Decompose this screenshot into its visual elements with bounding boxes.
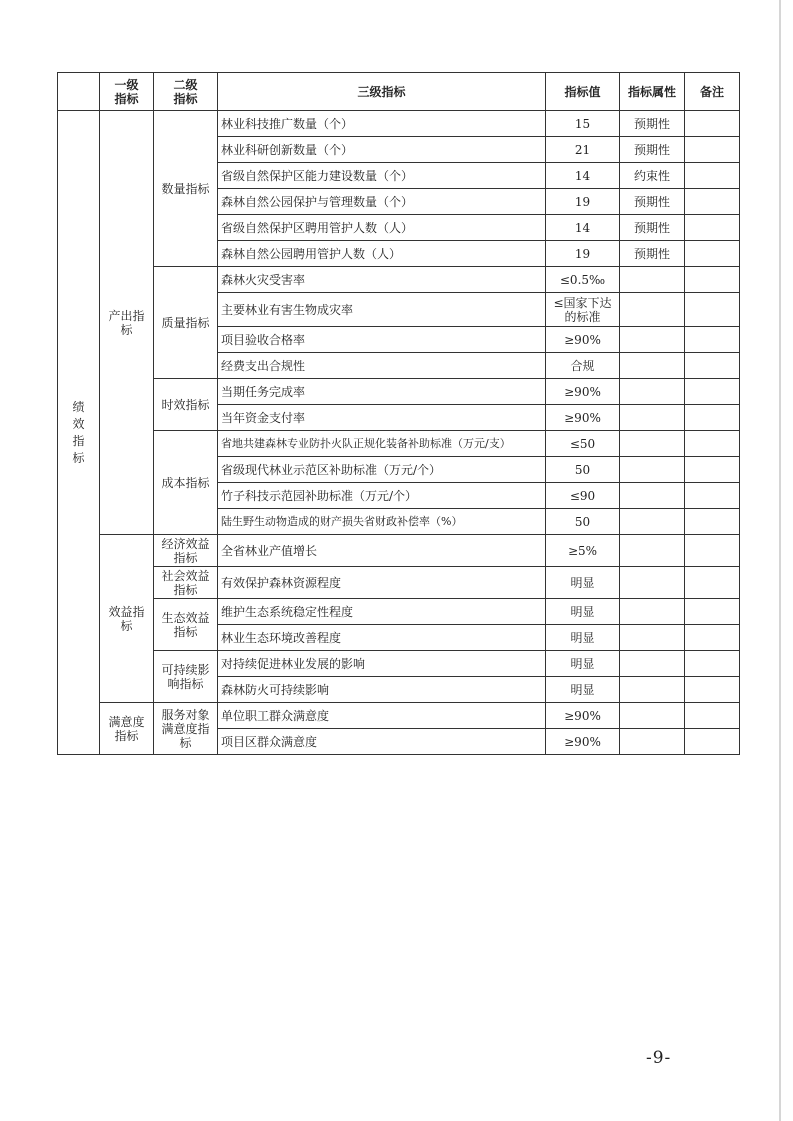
indicator-value: ≤0.5‰ [546,267,620,293]
indicator-note [685,137,740,163]
indicator-name: 陆生野生动物造成的财产损失省财政补偿率（%） [218,509,546,535]
header-blank [58,73,100,111]
indicator-attr [620,625,685,651]
indicator-name: 省级自然保护区能力建设数量（个） [218,163,546,189]
indicator-note [685,327,740,353]
indicator-note [685,567,740,599]
indicator-note [685,379,740,405]
indicator-value: ≥90% [546,379,620,405]
indicator-note [685,703,740,729]
indicator-note [685,353,740,379]
indicator-value: 明显 [546,677,620,703]
indicator-attr [620,267,685,293]
indicator-value: 合规 [546,353,620,379]
indicator-attr [620,293,685,327]
indicator-note [685,267,740,293]
table-header-row [58,73,740,111]
indicator-attr: 预期性 [620,111,685,137]
indicator-attr [620,327,685,353]
indicator-note [685,163,740,189]
indicator-name: 竹子科技示范园补助标准（万元/个） [218,483,546,509]
indicator-note [685,651,740,677]
indicator-name: 森林火灾受害率 [218,267,546,293]
indicator-note [685,509,740,535]
indicator-value: 21 [546,137,620,163]
indicator-note [685,293,740,327]
indicator-attr: 约束性 [620,163,685,189]
indicator-attr: 预期性 [620,215,685,241]
subgroup-economic: 经济效益指标 [154,535,218,567]
subgroup-social: 社会效益指标 [154,567,218,599]
subgroup-quality: 质量指标 [154,267,218,379]
indicator-attr: 预期性 [620,189,685,215]
indicator-value: 明显 [546,651,620,677]
indicator-value: ≥90% [546,703,620,729]
indicator-attr [620,651,685,677]
indicator-value: 19 [546,189,620,215]
header-level3: 三级指标 [218,73,546,111]
indicator-name: 森林自然公园聘用管护人数（人） [218,241,546,267]
indicator-name: 全省林业产值增长 [218,535,546,567]
indicator-attr [620,353,685,379]
indicator-name: 项目验收合格率 [218,327,546,353]
indicator-note [685,599,740,625]
indicator-attr [620,379,685,405]
table-row [58,703,740,729]
indicator-value: 明显 [546,567,620,599]
indicator-name: 当年资金支付率 [218,405,546,431]
indicator-attr [620,599,685,625]
indicator-value: ≤50 [546,431,620,457]
indicator-value: 15 [546,111,620,137]
subgroup-ecological: 生态效益指标 [154,599,218,651]
indicator-name: 林业生态环境改善程度 [218,625,546,651]
indicator-note [685,215,740,241]
table-row [58,431,740,457]
indicator-attr [620,703,685,729]
indicator-attr [620,457,685,483]
indicator-note [685,431,740,457]
group-benefit: 效益指标 [100,535,154,703]
indicator-note [685,405,740,431]
indicator-value: ≥90% [546,327,620,353]
indicator-value: ≥90% [546,405,620,431]
indicator-value: 50 [546,509,620,535]
indicator-note [685,535,740,567]
indicator-value: 明显 [546,599,620,625]
table-row [58,111,740,137]
indicator-name: 森林自然公园保护与管理数量（个） [218,189,546,215]
indicator-attr [620,535,685,567]
header-attr: 指标属性 [620,73,685,111]
indicator-value: 14 [546,163,620,189]
indicator-value: ≤90 [546,483,620,509]
indicator-note [685,677,740,703]
indicator-note [685,483,740,509]
indicator-note [685,241,740,267]
table-row [58,267,740,293]
group-satisfaction: 满意度指标 [100,703,154,755]
page-edge-shadow [779,0,781,1121]
header-value: 指标值 [546,73,620,111]
indicator-name: 省级自然保护区聘用管护人数（人） [218,215,546,241]
header-level2: 二级指标 [154,73,218,111]
indicator-note [685,457,740,483]
indicator-value: 明显 [546,625,620,651]
indicator-name: 经费支出合规性 [218,353,546,379]
indicator-attr [620,509,685,535]
performance-indicator-table [57,72,740,755]
indicator-value: 14 [546,215,620,241]
indicator-value: 19 [546,241,620,267]
group-output: 产出指标 [100,111,154,535]
indicator-attr: 预期性 [620,137,685,163]
subgroup-quantity: 数量指标 [154,111,218,267]
indicator-name: 对持续促进林业发展的影响 [218,651,546,677]
indicator-attr [620,431,685,457]
table-row [58,535,740,567]
indicator-name: 有效保护森林资源程度 [218,567,546,599]
subgroup-sustainable: 可持续影响指标 [154,651,218,703]
indicator-note [685,625,740,651]
root-label-cell: 绩效指标 [58,111,100,755]
header-level1: 一级指标 [100,73,154,111]
subgroup-timeliness: 时效指标 [154,379,218,431]
indicator-value: ≥5% [546,535,620,567]
table-row [58,379,740,405]
indicator-name: 项目区群众满意度 [218,729,546,755]
indicator-attr [620,483,685,509]
indicator-value: ≤国家下达的标准 [546,293,620,327]
header-note: 备注 [685,73,740,111]
table-row [58,651,740,677]
indicator-note [685,111,740,137]
indicator-value: ≥90% [546,729,620,755]
indicator-name: 林业科研创新数量（个） [218,137,546,163]
indicator-note [685,189,740,215]
indicator-note [685,729,740,755]
indicator-attr [620,567,685,599]
indicator-name: 主要林业有害生物成灾率 [218,293,546,327]
indicator-attr [620,677,685,703]
table-row [58,599,740,625]
indicator-name: 省级现代林业示范区补助标准（万元/个） [218,457,546,483]
indicator-name: 维护生态系统稳定性程度 [218,599,546,625]
indicator-name: 省地共建森林专业防扑火队正规化装备补助标准（万元/支） [218,431,546,457]
indicator-name: 森林防火可持续影响 [218,677,546,703]
indicator-attr: 预期性 [620,241,685,267]
subgroup-cost: 成本指标 [154,431,218,535]
subgroup-service: 服务对象满意度指标 [154,703,218,755]
table-row [58,567,740,599]
indicator-value: 50 [546,457,620,483]
page-number: -9- [646,1048,672,1068]
indicator-attr [620,729,685,755]
indicator-attr [620,405,685,431]
indicator-name: 林业科技推广数量（个） [218,111,546,137]
indicator-name: 单位职工群众满意度 [218,703,546,729]
indicator-name: 当期任务完成率 [218,379,546,405]
